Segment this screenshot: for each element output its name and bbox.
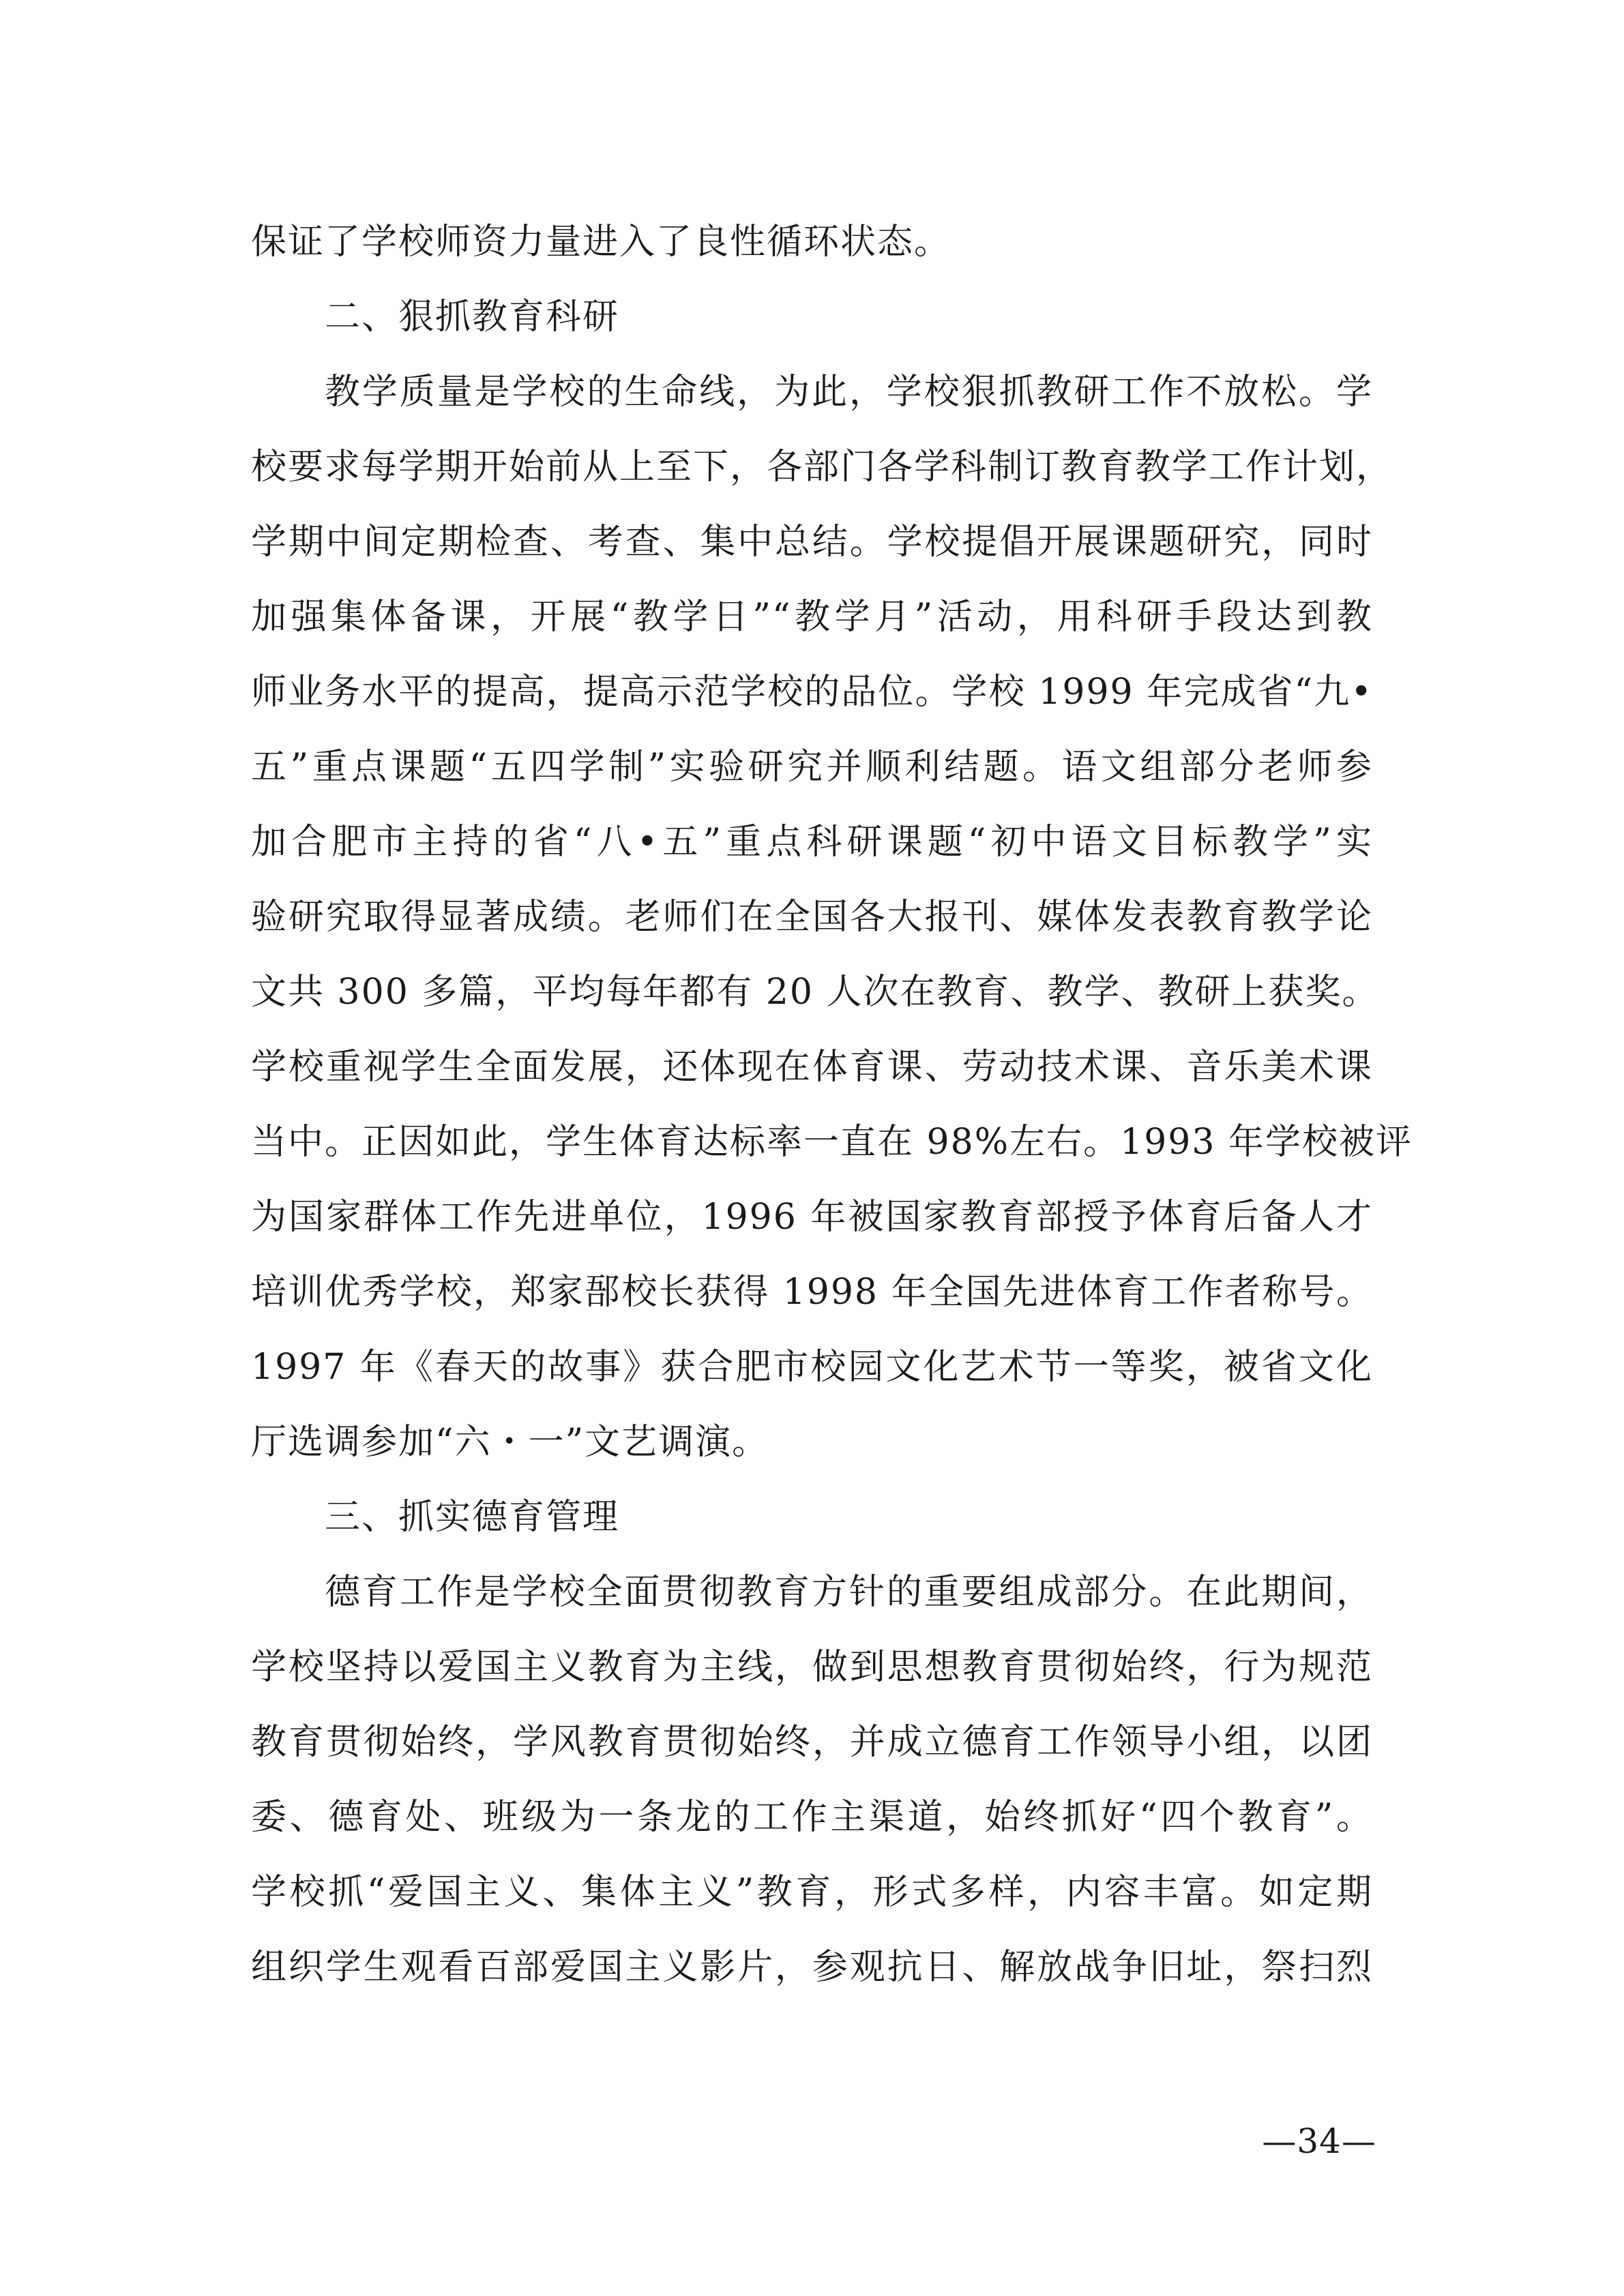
- text-line: 学期中间定期检查、考查、集中总结。学校提倡开展课题研究，同时: [251, 522, 1373, 563]
- text-line: 加合肥市主持的省“八•五”重点科研课题“初中语文目标教学”实: [251, 822, 1373, 863]
- section-heading: 二、狠抓教育科研: [325, 297, 620, 338]
- text-line: 委、德育处、班级为一条龙的工作主渠道，始终抓好“四个教育”。: [251, 1797, 1373, 1838]
- body-text: [251, 205, 1413, 2005]
- text-line: 学校重视学生全面发展，还体现在体育课、劳动技术课、音乐美术课: [251, 1047, 1373, 1088]
- text-line: 培训优秀学校，郑家郚校长获得 1998 年全国先进体育工作者称号。: [251, 1272, 1373, 1313]
- text-line: 为国家群体工作先进单位，1996 年被国家教育部授予体育后备人才: [251, 1197, 1373, 1238]
- text-line: 当中。正因如此，学生体育达标率一直在 98%左右。1993 年学校被评: [251, 1122, 1413, 1163]
- text-line: 组织学生观看百部爱国主义影片，参观抗日、解放战争旧址，祭扫烈: [251, 1947, 1373, 1988]
- text-line: 学校抓“爱国主义、集体主义”教育，形式多样，内容丰富。如定期: [251, 1872, 1373, 1913]
- text-line: 文共 300 多篇，平均每年都有 20 人次在教育、教学、教研上获奖。: [251, 972, 1379, 1013]
- text-line: 验研究取得显著成绩。老师们在全国各大报刊、媒体发表教育教学论: [251, 897, 1373, 938]
- text-line: 保证了学校师资力量进入了良性循环状态。: [251, 222, 951, 263]
- section-heading: 三、抓实德育管理: [325, 1497, 620, 1538]
- text-line: 厅选调参加“六・一”文艺调演。: [251, 1422, 769, 1463]
- text-line: 加强集体备课，开展“教学日”“教学月”活动，用科研手段达到教: [251, 597, 1373, 638]
- text-line: 学校坚持以爱国主义教育为主线，做到思想教育贯彻始终，行为规范: [251, 1647, 1373, 1688]
- text-line: 教学质量是学校的生命线，为此，学校狠抓教研工作不放松。学: [325, 372, 1373, 413]
- text-line: 教育贯彻始终，学风教育贯彻始终，并成立德育工作领导小组，以团: [251, 1722, 1373, 1763]
- text-line: 校要求每学期开始前从上至下，各部门各学科制订教育教学工作计划，: [251, 447, 1393, 488]
- text-line: 师业务水平的提高，提高示范学校的品位。学校 1999 年完成省“九•: [251, 672, 1373, 713]
- page-number: —34—: [1262, 2121, 1376, 2161]
- text-line: 五”重点课题“五四学制”实验研究并顺利结题。语文组部分老师参: [251, 747, 1373, 788]
- text-line: 德育工作是学校全面贯彻教育方针的重要组成部分。在此期间，: [325, 1572, 1373, 1613]
- text-line: 1997 年《春天的故事》获合肥市校园文化艺术节一等奖，被省文化: [251, 1347, 1373, 1388]
